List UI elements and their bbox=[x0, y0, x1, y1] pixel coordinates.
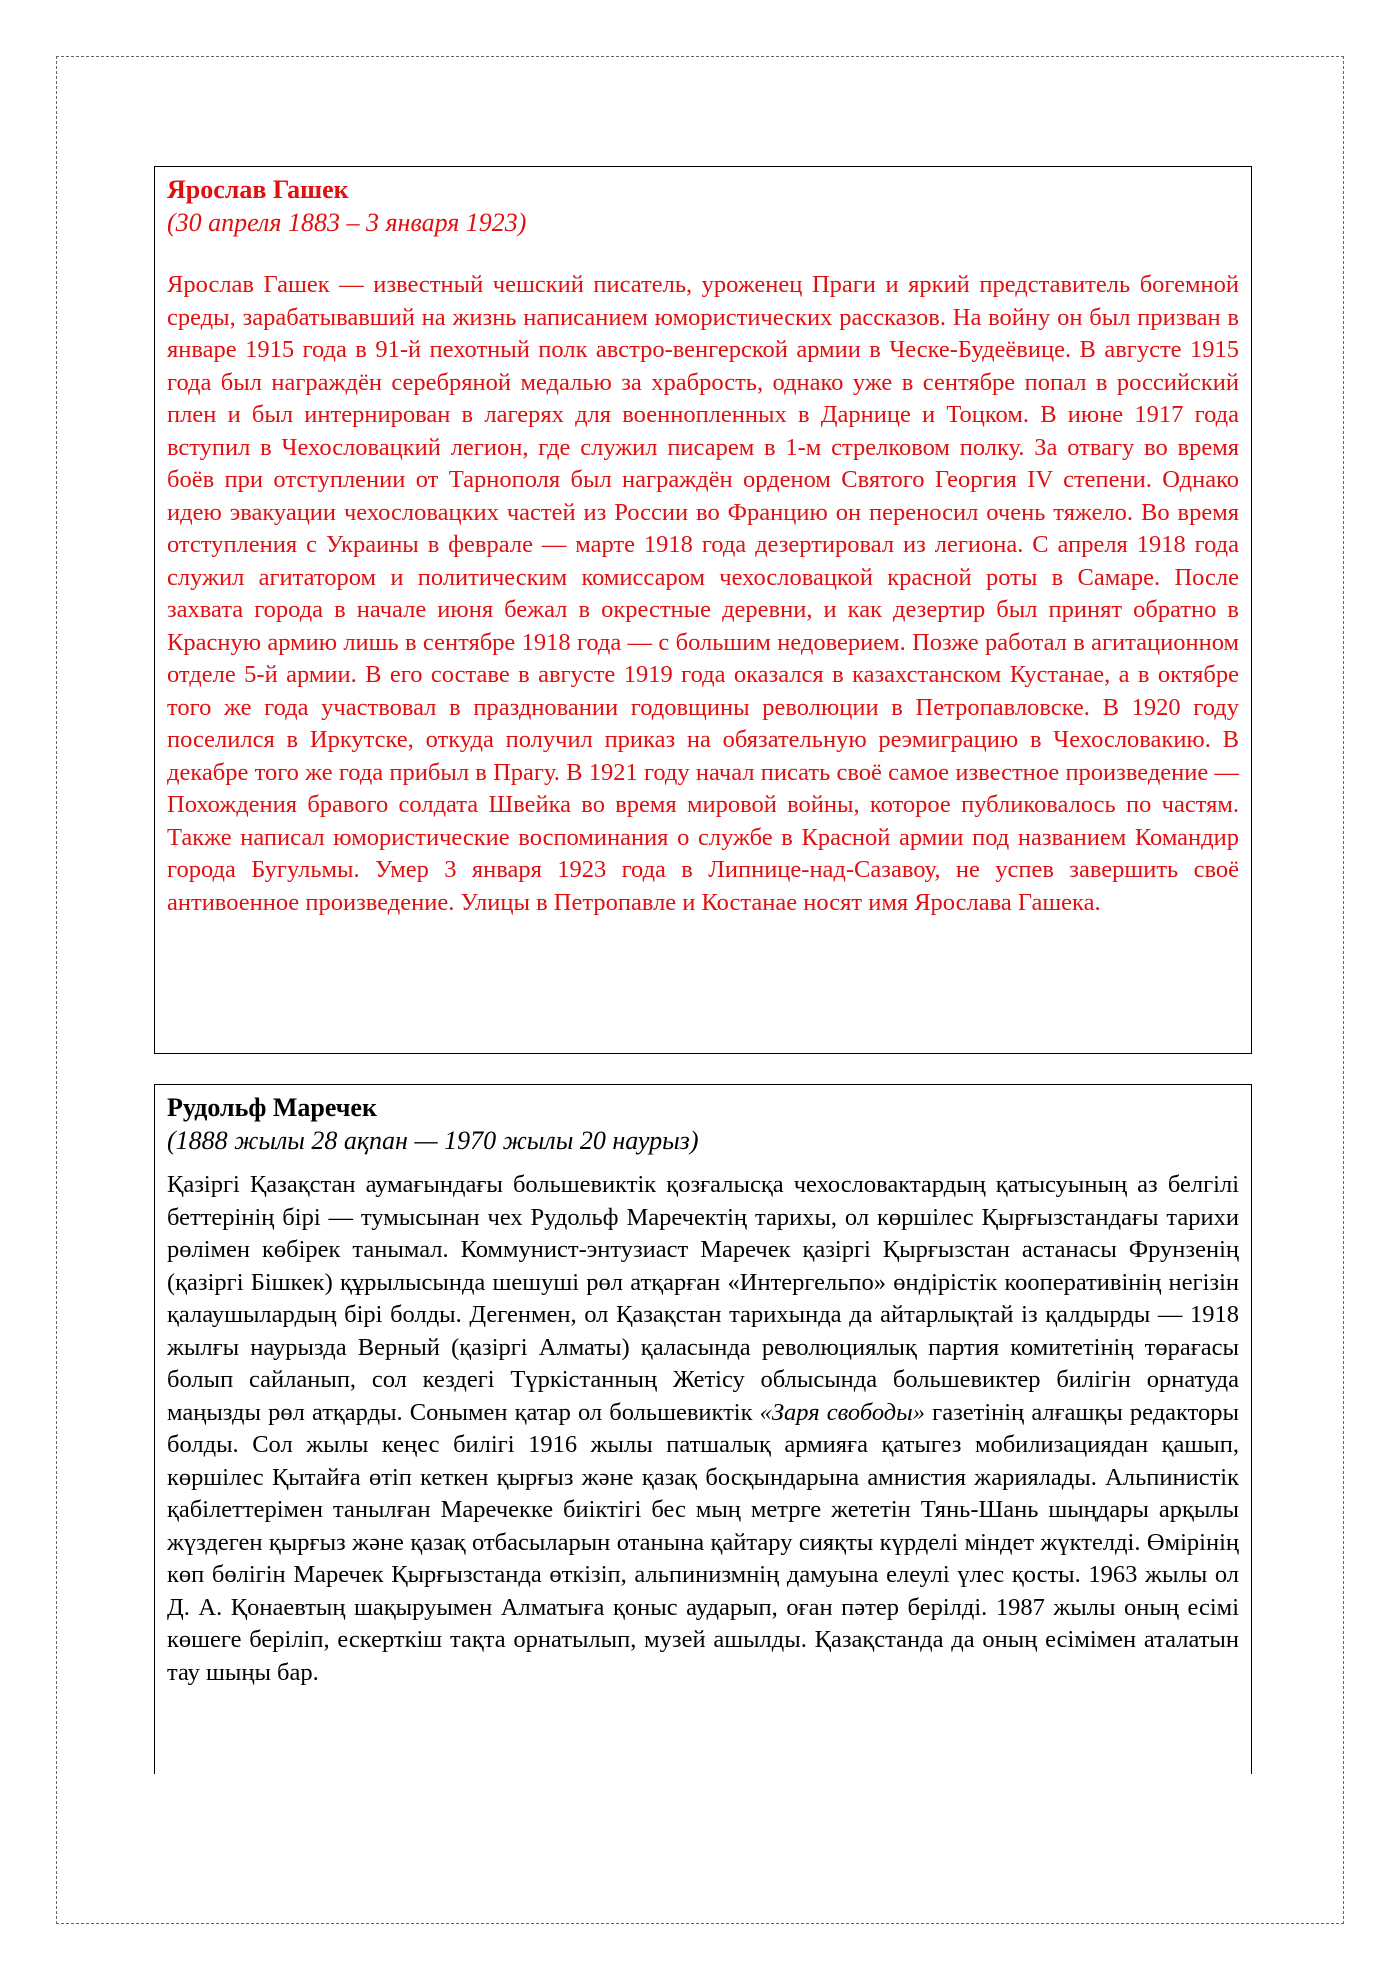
newspaper-title: «Заря свободы» bbox=[759, 1398, 926, 1426]
biography-text bbox=[167, 1169, 1239, 1689]
biography-dates: (1888 жылы 28 ақпан — 1970 жылы 20 наурыз) bbox=[167, 1126, 699, 1155]
biography-text-part: Қазіргі Қазақстан аумағындағы большевиктік қозғалысқа чехословактардың қатысуының аз белгілі беттерінің бірі — тумысынан чех Рудольф Маречектің тарихы, ол көршілес Қырғызстандағы тарихи рөлімен көбірек танымал. Коммунист-энтузиаст Маречек қазіргі Қырғызстан астанасы Фрунзенің (қазіргі Бішкек) құрылысында шешуші рөл атқарған «Интергельпо» өндірістік кооперативінің негізін қалаушылардың бірі болды. Дегенмен, ол Қазақстан тарихында да айтарлықтай із қалдырды — 1918 жылғы наурызда Верный (қазіргі Алматы) қаласында революциялық партия комитетінің төрағасы болып сайланып, сол кездегі Түркістанның Жетісу облысында большевиктер билігін орнатуда маңызды рөл атқарды. Сонымен қатар ол большевиктік bbox=[167, 1171, 1239, 1426]
biography-name: Рудольф Маречек bbox=[167, 1093, 377, 1122]
biography-box-hasek bbox=[154, 166, 1252, 1054]
biography-text: Ярослав Гашек — известный чешский писатель, уроженец Праги и яркий представитель богемной среды, зарабатывавший на жизнь написанием юмористических рассказов. На войну он был призван в январе 1915 года в 91-й пехотный полк австро-венгерской армии в Ческе-Будеёвице. В августе 1915 года был награждён серебряной медалью за храбрость, однако уже в сентябре попал в российский плен и был интернирован в лагерях для военнопленных в Дарнице и Тоцком. В июне 1917 года вступил в Чехословацкий легион, где служил писарем в 1-м стрелковом полку. За отвагу во время боёв при отступлении от Тарнополя был награждён орденом Святого Георгия IV степени. Однако идею эвакуации чехословацких частей из России во Францию он переносил очень тяжело. Во время отступления с Украины в феврале — марте 1918 года дезертировал из легиона. С апреля 1918 года служил агитатором и политическим комиссаром чехословацкой красной роты в Самаре. После захвата города в начале июня бежал в окрестные деревни, и как дезертир был принят обратно в Красную армию лишь в сентябре 1918 года — с большим недоверием. Позже работал в агитационном отделе 5-й армии. В его составе в августе 1919 года оказался в казахстанском Кустанае, а в октябре того же года участвовал в праздновании годовщины революции в Петропавловске. В 1920 году поселился в Иркутске, откуда получил приказ на обязательную реэмиграцию в Чехословакию. В декабре того же года прибыл в Прагу. В 1921 году начал писать своё самое известное произведение — Похождения бравого солдата Швейка во время мировой войны, которое публиковалось по частям. Также написал юмористические воспоминания о службе в Красной армии под названием Командир города Бугульмы. Умер 3 января 1923 года в Липнице-над-Сазавоу, не успев завершить своё антивоенное произведение. Улицы в Петропавле и Костанае носят имя Ярослава Гашека. bbox=[167, 271, 1239, 916]
biography-name: Ярослав Гашек bbox=[167, 175, 349, 204]
biography-dates: (30 апреля 1883 – 3 января 1923) bbox=[167, 208, 527, 237]
biography-text-part: газетінің алғашқы редакторы болды. Сол жылы кеңес билігі 1916 жылы патшалық армияға қатыгез мобилизациядан қашып, көршілес Қытайға өтіп кеткен қырғыз және қазақ босқындарына амнистия жариялады. Альпинистік қабілеттерімен танылған Маречекке биіктігі бес мың метрге жететін Тянь-Шань шыңдары арқылы жүздеген қырғыз және қазақ отбасыларын отанына қайтару сияқты күрделі міндет жүктелді. Өмірінің көп бөлігін Маречек Қырғызстанда өткізіп, альпинизмнің дамуына елеулі үлес қосты. 1963 жылы ол Д. А. Қонаевтың шақыруымен Алматыға қоныс аударып, оған пәтер берілді. 1987 жылы оның есімі көшеге беріліп, ескерткіш тақта орнатылып, музей ашылды. Қазақстанда да оның есімімен аталатын тау шыңы бар. bbox=[167, 1398, 1239, 1686]
biography-box-marecek bbox=[154, 1084, 1252, 1774]
